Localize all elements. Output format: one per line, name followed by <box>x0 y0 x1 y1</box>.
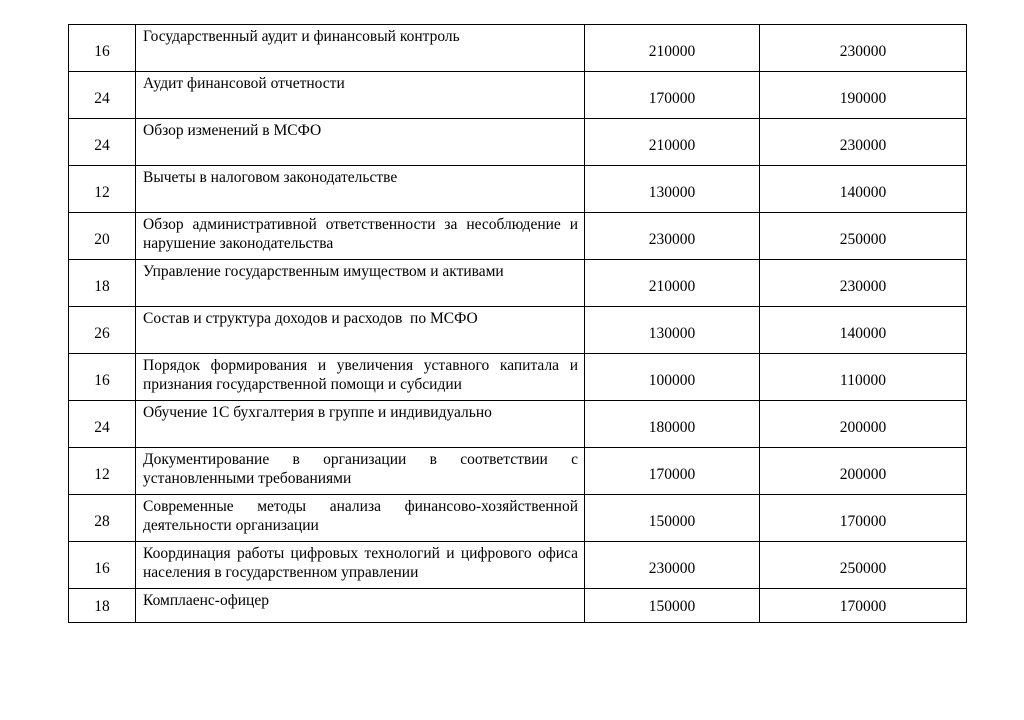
hours-cell: 16 <box>69 354 136 401</box>
hours-cell: 18 <box>69 260 136 307</box>
hours-cell: 16 <box>69 25 136 72</box>
hours-cell: 18 <box>69 589 136 623</box>
course-title-cell: Современные методы анализа финансово-хозяйственной деятельности организации <box>136 495 585 542</box>
course-title-cell: Вычеты в налоговом законодательстве <box>136 166 585 213</box>
course-title-cell: Документирование в организации в соответствии с установленными требованиями <box>136 448 585 495</box>
course-title-cell: Комплаенс-офицер <box>136 589 585 623</box>
table-row <box>69 589 967 623</box>
table-row <box>69 401 967 448</box>
price-cell-1: 130000 <box>585 166 760 213</box>
price-cell-2: 250000 <box>760 542 967 589</box>
hours-cell: 16 <box>69 542 136 589</box>
table-row <box>69 72 967 119</box>
price-cell-1: 100000 <box>585 354 760 401</box>
course-title-cell: Обзор административной ответственности за несоблюдение и нарушение законодательства <box>136 213 585 260</box>
price-cell-1: 170000 <box>585 72 760 119</box>
price-cell-2: 170000 <box>760 589 967 623</box>
price-cell-2: 230000 <box>760 119 967 166</box>
table-row <box>69 213 967 260</box>
course-title-cell: Аудит финансовой отчетности <box>136 72 585 119</box>
table-row <box>69 354 967 401</box>
course-title-cell: Управление государственным имуществом и активами <box>136 260 585 307</box>
course-title-cell: Координация работы цифровых технологий и цифрового офиса населения в государственном управлении <box>136 542 585 589</box>
price-cell-2: 200000 <box>760 401 967 448</box>
hours-cell: 24 <box>69 119 136 166</box>
price-cell-2: 230000 <box>760 25 967 72</box>
price-cell-2: 140000 <box>760 307 967 354</box>
course-title-cell: Обзор изменений в МСФО <box>136 119 585 166</box>
price-cell-1: 210000 <box>585 25 760 72</box>
table-row <box>69 448 967 495</box>
table-row <box>69 307 967 354</box>
hours-cell: 26 <box>69 307 136 354</box>
table-row <box>69 166 967 213</box>
course-title-cell: Обучение 1С бухгалтерия в группе и индивидуально <box>136 401 585 448</box>
table-row <box>69 119 967 166</box>
price-cell-2: 250000 <box>760 213 967 260</box>
table-row <box>69 260 967 307</box>
price-cell-2: 200000 <box>760 448 967 495</box>
price-cell-1: 150000 <box>585 589 760 623</box>
table-row <box>69 542 967 589</box>
price-cell-2: 110000 <box>760 354 967 401</box>
hours-cell: 28 <box>69 495 136 542</box>
price-cell-1: 230000 <box>585 542 760 589</box>
table-row <box>69 495 967 542</box>
hours-cell: 12 <box>69 166 136 213</box>
price-cell-1: 170000 <box>585 448 760 495</box>
hours-cell: 20 <box>69 213 136 260</box>
table-row <box>69 25 967 72</box>
price-cell-1: 210000 <box>585 260 760 307</box>
price-cell-2: 140000 <box>760 166 967 213</box>
price-cell-2: 190000 <box>760 72 967 119</box>
price-cell-1: 130000 <box>585 307 760 354</box>
hours-cell: 12 <box>69 448 136 495</box>
course-title-cell: Состав и структура доходов и расходов по МСФО <box>136 307 585 354</box>
price-cell-1: 210000 <box>585 119 760 166</box>
hours-cell: 24 <box>69 401 136 448</box>
price-cell-1: 150000 <box>585 495 760 542</box>
price-cell-2: 170000 <box>760 495 967 542</box>
price-cell-1: 230000 <box>585 213 760 260</box>
course-price-table <box>68 24 967 623</box>
price-cell-1: 180000 <box>585 401 760 448</box>
course-title-cell: Порядок формирования и увеличения уставного капитала и признания государственной помощи и субсидии <box>136 354 585 401</box>
course-title-cell: Государственный аудит и финансовый контроль <box>136 25 585 72</box>
price-cell-2: 230000 <box>760 260 967 307</box>
hours-cell: 24 <box>69 72 136 119</box>
